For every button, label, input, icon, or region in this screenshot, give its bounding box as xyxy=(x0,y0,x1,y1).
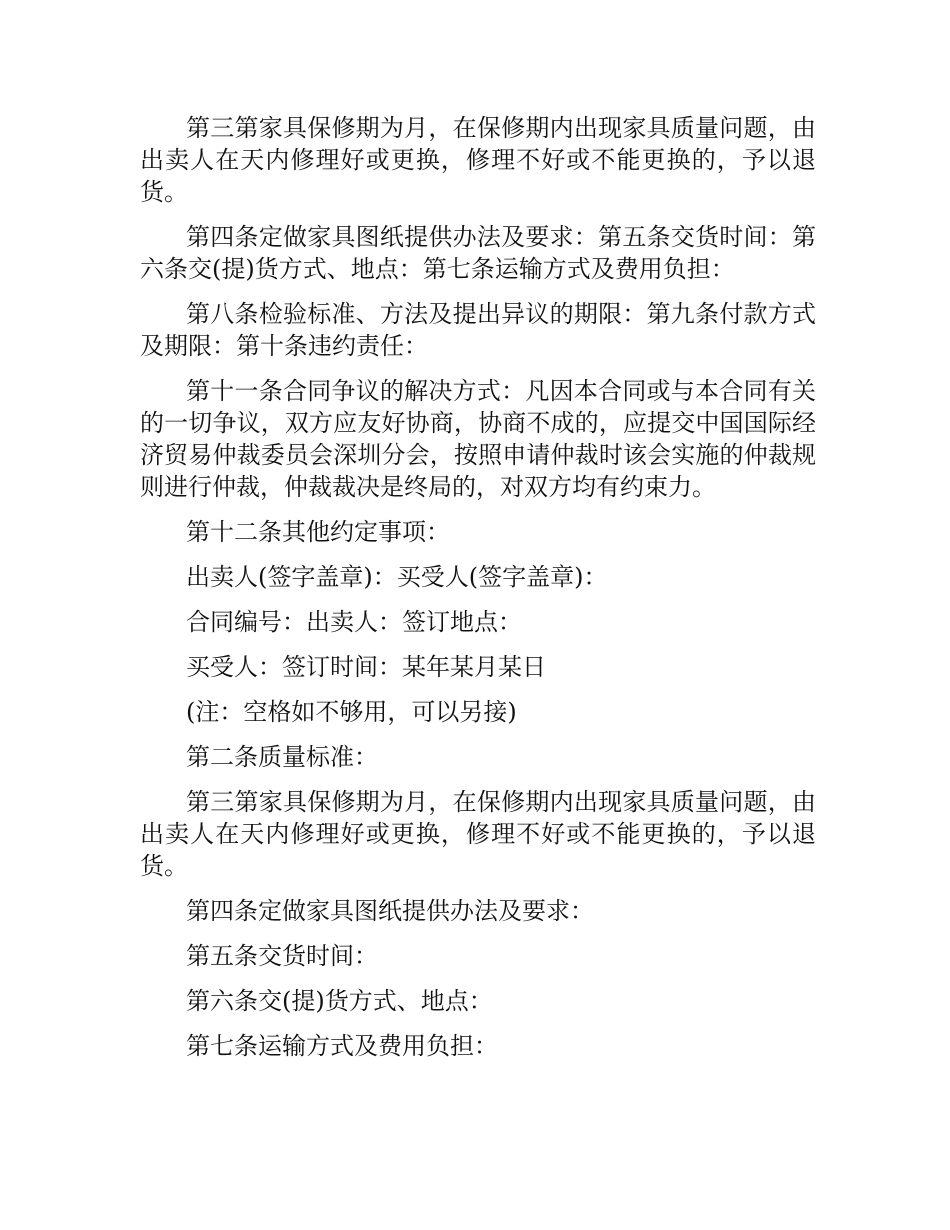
paragraph-warranty-repeat: 第三第家具保修期为月，在保修期内出现家具质量问题，由出卖人在天内修理好或更换，修理不好或不能更换的，予以退货。 xyxy=(140,788,816,880)
paragraph-delivery-time: 第五条交货时间： xyxy=(186,942,378,970)
paragraph-warranty: 第三第家具保修期为月，在保修期内出现家具质量问题，由出卖人在天内修理好或更换，修理不好或不能更换的，予以退货。 xyxy=(140,114,816,206)
paragraph-other-matters: 第十二条其他约定事项： xyxy=(186,518,450,546)
paragraph-drawings-delivery: 第四条定做家具图纸提供办法及要求：第五条交货时间：第六条交(提)货方式、地点：第七条运输方式及费用负担： xyxy=(140,223,816,283)
paragraph-transport: 第七条运输方式及费用负担： xyxy=(186,1032,498,1060)
paragraph-inspection-payment: 第八条检验标准、方法及提出异议的期限：第九条付款方式及期限：第十条违约责任： xyxy=(140,300,816,360)
paragraph-drawings: 第四条定做家具图纸提供办法及要求： xyxy=(186,897,594,925)
paragraph-contract-number: 合同编号：出卖人：签订地点： xyxy=(186,608,522,636)
document-page xyxy=(140,112,816,1075)
paragraph-delivery-method: 第六条交(提)货方式、地点： xyxy=(186,987,493,1015)
paragraph-quality-standard: 第二条质量标准： xyxy=(186,743,378,771)
paragraph-note: (注：空格如不够用，可以另接) xyxy=(186,698,517,726)
paragraph-signatures: 出卖人(签字盖章)：买受人(签字盖章)： xyxy=(186,563,608,591)
paragraph-buyer-date: 买受人：签订时间：某年某月某日 xyxy=(186,653,546,681)
paragraph-dispute-resolution: 第十一条合同争议的解决方式：凡因本合同或与本合同有关的一切争议，双方应友好协商，协商不成的，应提交中国国际经济贸易仲裁委员会深圳分会，按照申请仲裁时该会实施的仲裁规则进行仲裁，仲裁裁决是终局的，对双方均有约束力。 xyxy=(140,377,816,501)
